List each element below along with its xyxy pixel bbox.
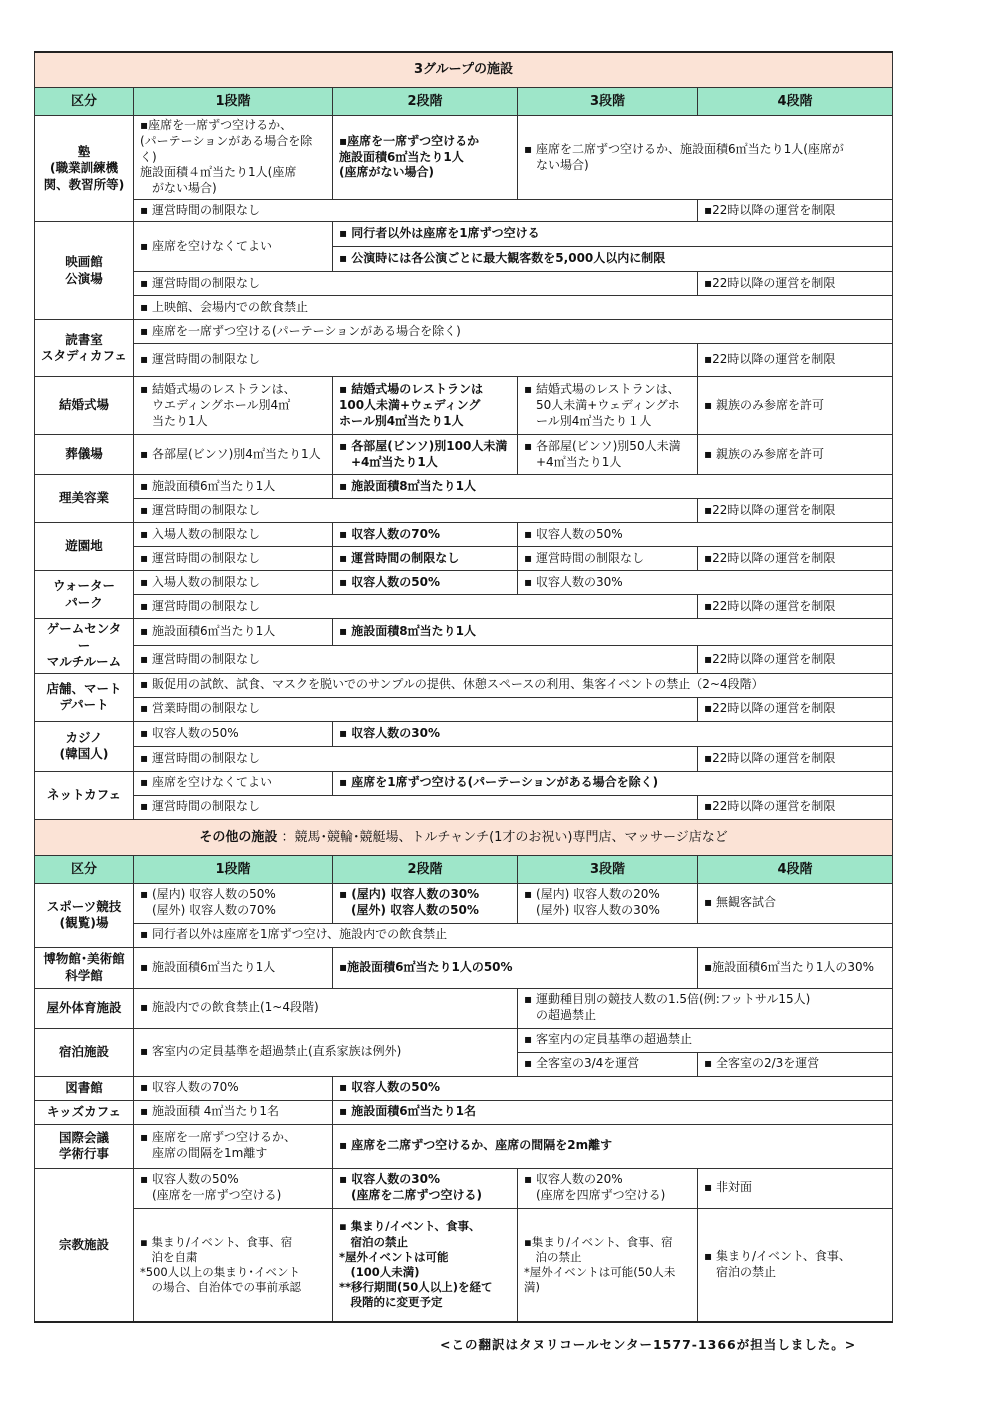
cell: ▪ 運営時間の制限なし [134, 595, 698, 619]
table-row [35, 1208, 893, 1322]
cell: ▪ 収容人数の70% [134, 1076, 333, 1100]
table-row [35, 296, 893, 320]
table-row [35, 923, 893, 947]
cell: ▪ 公演時には各公演ごとに最大観客数を5,000人以内に制限 [333, 247, 893, 272]
header-stage3: 3段階 [518, 88, 698, 116]
cell: ▪ 親族のみ参席を許可 [698, 377, 893, 435]
cell: ▪ 運営時間の制限なし [134, 746, 698, 771]
column-headers [35, 855, 893, 883]
cell: ▪ 全客室の2/3を運営 [698, 1052, 893, 1076]
cell: ▪施設面積6㎡当たり1人の50% [333, 947, 698, 988]
category-wedding: 結婚式場 [35, 377, 134, 435]
section-title-bold: その他の施設 [199, 829, 278, 845]
table-row [35, 116, 893, 200]
cell: ▪ 収容人数の70% [333, 523, 518, 547]
document [34, 51, 892, 1323]
cell: ▪22時以降の運営を制限 [698, 200, 893, 222]
table-row [35, 523, 893, 547]
header-stage1: 1段階 [134, 88, 333, 116]
cell: ▪ 運営時間の制限なし [134, 200, 698, 222]
cell: ▪ 結婚式場のレストランは、 ウエディングホール別4㎡ 当たり1人 [134, 377, 333, 435]
cell: ▪ 収容人数の20% (座席を四席ずつ空ける) [518, 1168, 698, 1208]
category-study: 読書室 スタディカフェ [35, 320, 134, 377]
table-row [35, 200, 893, 222]
cell: ▪ 座席を二席ずつ空けるか、施設面積6㎡当たり1人(座席が ない場合) [518, 116, 893, 200]
table-row [35, 1076, 893, 1100]
table-row [35, 619, 893, 646]
cell: ▪ 親族のみ参席を許可 [698, 435, 893, 475]
cell: ▪ 座席を一席ずつ空ける(パーテーションがある場合を除く) [134, 320, 893, 344]
cell: ▪22時以降の運営を制限 [698, 697, 893, 721]
section-title: 3グループの施設 [35, 52, 893, 88]
cell: ▪ 運営時間の制限なし [134, 272, 698, 296]
cell: ▪ 上映館、会場内での飲食禁止 [134, 296, 893, 320]
cell: ▪ (屋内) 収容人数の20% (屋外) 収容人数の30% [518, 883, 698, 923]
cell: ▪ 入場人数の制限なし [134, 523, 333, 547]
table-row [35, 746, 893, 771]
cell: ▪ 座席を一席ずつ空けるか、 座席の間隔を1m離す [134, 1124, 333, 1168]
cell: ▪ 集まり/イベント、食事、宿 泊を自粛 *500人以上の集まり･イベント の場合、自治体での事前承認 [134, 1208, 333, 1322]
cell: ▪ 施設面積 4㎡当たり1名 [134, 1100, 333, 1124]
header-category: 区分 [35, 88, 134, 116]
cell: ▪22時以降の運営を制限 [698, 547, 893, 571]
cell: ▪ 施設面積6㎡当たり1名 [333, 1100, 893, 1124]
header-stage4: 4段階 [698, 855, 893, 883]
footer-note: <この翻訳はタヌリコールセンター1577-1366が担当しました。> [440, 1337, 857, 1352]
table-row [35, 1100, 893, 1124]
cell: ▪ 運営時間の制限なし [134, 499, 698, 523]
category-waterpark: ウォーター パーク [35, 571, 134, 619]
cell: ▪ 全客室の3/4を運営 [518, 1052, 698, 1076]
table-row [35, 344, 893, 377]
cell: ▪ 運営時間の制限なし [134, 646, 698, 673]
section-title [35, 819, 893, 855]
table-row [35, 646, 893, 673]
cell: ▪ (屋内) 収容人数の50% (屋外) 収容人数の70% [134, 883, 333, 923]
table-row [35, 547, 893, 571]
cell: ▪ 収容人数の30% [518, 571, 893, 595]
table-row [35, 771, 893, 795]
category-casino: カジノ (韓国人) [35, 721, 134, 771]
table-row [35, 377, 893, 435]
cell: ▪ 運営時間の制限なし [134, 344, 698, 377]
category-religion: 宗教施設 [35, 1168, 134, 1322]
category-game: ゲームセンター マルチルーム [35, 619, 134, 674]
column-headers [35, 88, 893, 116]
cell: ▪ 無観客試合 [698, 883, 893, 923]
cell: ▪22時以降の運営を制限 [698, 272, 893, 296]
table-row [35, 595, 893, 619]
category-library: 図書館 [35, 1076, 134, 1100]
cell: ▪ 各部屋(ビンソ)別50人未満 +4㎡当たり1人 [518, 435, 698, 475]
category-sports: スポーツ競技 (観覧)場 [35, 883, 134, 947]
cell: ▪ 各部屋(ビンソ)別100人未満 +4㎡当たり1人 [333, 435, 518, 475]
table-row [35, 435, 893, 475]
cell: ▪ 集まり/イベント、食事、 宿泊の禁止 [698, 1208, 893, 1322]
cell: ▪座席を一席ずつ空けるか、 (パーテーションがある場合を除く) 施設面積４㎡当たり1人(座席 がない場合) [134, 116, 333, 200]
cell: ▪22時以降の運営を制限 [698, 595, 893, 619]
restrictions-table [34, 51, 893, 1323]
cell: ▪ 施設面積8㎡当たり1人 [333, 619, 893, 646]
category-lodging: 宿泊施設 [35, 1028, 134, 1076]
cell: ▪ 各部屋(ビンソ)別4㎡当たり1人 [134, 435, 333, 475]
category-kids: キッズカフェ [35, 1100, 134, 1124]
header-stage4: 4段階 [698, 88, 893, 116]
table-row [35, 697, 893, 721]
category-beauty: 理美容業 [35, 475, 134, 523]
cell: ▪ 集まり/イベント、食事、 宿泊の禁止 *屋外イベントは可能 (100人未満) **移行期間(50人以上)を経て 段階的に変更予定 [333, 1208, 518, 1322]
category-juku: 塾 (職業訓練機関、教習所等) [35, 116, 134, 222]
table-row [35, 947, 893, 988]
table-row [35, 988, 893, 1028]
cell: ▪ 収容人数の30% [333, 721, 893, 746]
cell: ▪22時以降の運営を制限 [698, 795, 893, 819]
table-row [35, 673, 893, 697]
cell: ▪ 施設面積8㎡当たり1人 [333, 475, 893, 499]
cell: ▪ 結婚式場のレストランは、 50人未満+ウェディングホ ール別4㎡当たり１人 [518, 377, 698, 435]
category-netcafe: ネットカフェ [35, 771, 134, 819]
table-row [35, 499, 893, 523]
cell: ▪ 施設面積6㎡当たり1人 [134, 475, 333, 499]
cell: ▪座席を一席ずつ空けるか 施設面積6㎡当たり1人 (座席がない場合) [333, 116, 518, 200]
cell: ▪ 収容人数の50% [333, 571, 518, 595]
table-row [35, 795, 893, 819]
cell: ▪ 運営時間の制限なし [333, 547, 518, 571]
cell: ▪ 収容人数の50% [134, 721, 333, 746]
table-row [35, 883, 893, 923]
section-header-group3 [35, 52, 893, 88]
cell: ▪ 運営時間の制限なし [134, 795, 698, 819]
header-stage3: 3段階 [518, 855, 698, 883]
table-row [35, 1124, 893, 1168]
cell: ▪ 非対面 [698, 1168, 893, 1208]
cell: ▪ 販促用の試飲、試食、マスクを脱いでのサンプルの提供、休憩スペースの利用、集客イベントの禁止（2~4段階） [134, 673, 893, 697]
category-outdoor: 屋外体育施設 [35, 988, 134, 1028]
table-row [35, 475, 893, 499]
cell: ▪ 運営時間の制限なし [134, 547, 333, 571]
cell: ▪ 同行者以外は座席を1席ずつ空ける [333, 222, 893, 247]
category-store: 店舗、マート デパート [35, 673, 134, 721]
section-header-others [35, 819, 893, 855]
cell: ▪ 座席を空けなくてよい [134, 771, 333, 795]
category-cinema: 映画館 公演場 [35, 222, 134, 320]
cell: ▪集まり/イベント、食事、宿 泊の禁止 *屋外イベントは可能(50人未満) [518, 1208, 698, 1322]
category-amusement: 遊園地 [35, 523, 134, 571]
cell: ▪22時以降の運営を制限 [698, 344, 893, 377]
cell: ▪ 施設内での飲食禁止(1~4段階) [134, 988, 518, 1028]
cell: ▪ 営業時間の制限なし [134, 697, 698, 721]
cell: ▪施設面積6㎡当たり1人の30% [698, 947, 893, 988]
table-row [35, 1028, 893, 1052]
cell: ▪ 座席を1席ずつ空ける(パーテーションがある場合を除く) [333, 771, 893, 795]
cell: ▪ 同行者以外は座席を1席ずつ空け、施設内での飲食禁止 [134, 923, 893, 947]
category-funeral: 葬儀場 [35, 435, 134, 475]
cell: ▪ 施設面積6㎡当たり1人 [134, 619, 333, 646]
cell: ▪ 入場人数の制限なし [134, 571, 333, 595]
cell: ▪ 収容人数の50% [333, 1076, 893, 1100]
cell: ▪ 収容人数の50% [518, 523, 893, 547]
cell: ▪ 運動種目別の競技人数の1.5倍(例:フットサル15人) の超過禁止 [518, 988, 893, 1028]
table-row [35, 571, 893, 595]
cell: ▪ 収容人数の50% (座席を一席ずつ空ける) [134, 1168, 333, 1208]
cell: ▪ 座席を空けなくてよい [134, 222, 333, 272]
table-row [35, 222, 893, 247]
cell: ▪ 施設面積6㎡当たり1人 [134, 947, 333, 988]
header-category: 区分 [35, 855, 134, 883]
cell: ▪22時以降の運営を制限 [698, 746, 893, 771]
cell: ▪ 運営時間の制限なし [518, 547, 698, 571]
table-row [35, 1168, 893, 1208]
cell: ▪ (屋内) 収容人数の30% (屋外) 収容人数の50% [333, 883, 518, 923]
header-stage2: 2段階 [333, 88, 518, 116]
cell: ▪22時以降の運営を制限 [698, 646, 893, 673]
cell: ▪ 客室内の定員基準の超過禁止 [518, 1028, 893, 1052]
cell: ▪ 収容人数の30% (座席を二席ずつ空ける) [333, 1168, 518, 1208]
cell: ▪ 結婚式場のレストランは 100人未満+ウェディング ホール別4㎡当たり1人 [333, 377, 518, 435]
table-row [35, 272, 893, 296]
section-title-rest: ：競馬･競輪･競艇場、トルチャンチ(1才のお祝い)専門店、マッサージ店など [281, 829, 728, 845]
cell: ▪22時以降の運営を制限 [698, 499, 893, 523]
header-stage2: 2段階 [333, 855, 518, 883]
table-row [35, 721, 893, 746]
category-conference: 国際会議 学術行事 [35, 1124, 134, 1168]
cell: ▪ 座席を二席ずつ空けるか、座席の間隔を2m離す [333, 1124, 893, 1168]
table-row [35, 320, 893, 344]
cell: ▪ 客室内の定員基準を超過禁止(直系家族は例外) [134, 1028, 518, 1076]
header-stage1: 1段階 [134, 855, 333, 883]
category-museum: 博物館･美術館 科学館 [35, 947, 134, 988]
